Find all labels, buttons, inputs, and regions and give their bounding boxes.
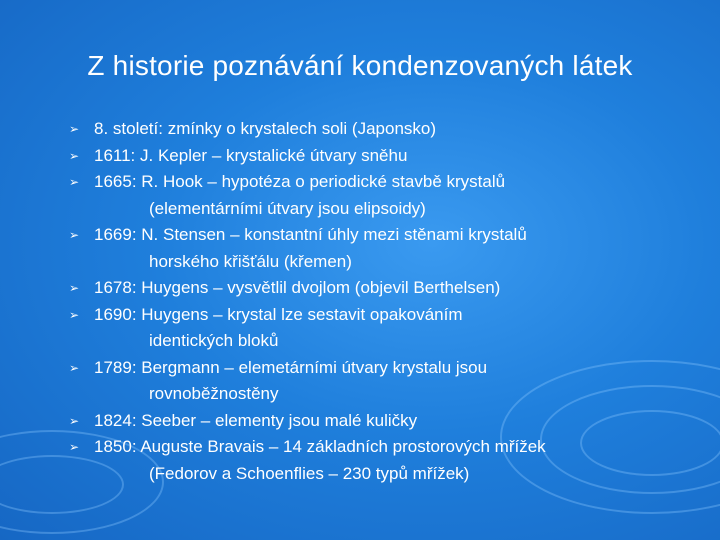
arrowhead-bullet-icon: ➢ [69, 360, 80, 375]
bullet-item [69, 222, 702, 275]
bullet-text: 1824: Seeber – elementy jsou malé kuličky [94, 410, 418, 430]
bullet-item [69, 116, 702, 143]
arrowhead-bullet-icon: ➢ [69, 175, 80, 189]
bullet-item [69, 169, 702, 222]
bullet-item [69, 143, 702, 170]
arrowhead-bullet-icon: ➢ [69, 440, 80, 454]
bullet-item [69, 275, 702, 302]
bullet-item [69, 302, 702, 355]
slide-title: Z historie poznávání kondenzovaných látek [87, 50, 633, 81]
bullet-text: 1690: Huygens – krystal lze sestavit opakováním [94, 304, 463, 324]
bullet-continuation: horského křišťálu (křemen) [149, 251, 352, 271]
arrowhead-bullet-icon: ➢ [69, 122, 80, 136]
arrowhead-bullet-icon: ➢ [69, 228, 80, 242]
bullet-text: 1789: Bergmann – elemetárními útvary krystalu jsou [94, 357, 488, 377]
bullet-continuation: (elementárními útvary jsou elipsoidy) [149, 198, 426, 218]
arrowhead-bullet-icon: ➢ [69, 281, 80, 295]
bullet-item [69, 355, 702, 408]
arrowhead-bullet-icon: ➢ [69, 148, 80, 163]
bullet-text: 1850: Auguste Bravais – 14 základních prostorových mřížek [94, 437, 546, 456]
bullet-continuation: rovnoběžnostěny [149, 384, 279, 403]
bullet-text: 1665: R. Hook – hypotéza o periodické stavbě krystalů [94, 172, 506, 191]
bullet-text: 1611: J. Kepler – krystalické útvary sněhu [94, 145, 408, 165]
arrowhead-bullet-icon: ➢ [69, 413, 80, 428]
bullet-continuation: identických bloků [149, 331, 279, 350]
bullet-text: 1669: N. Stensen – konstantní úhly mezi stěnami krystalů [94, 225, 527, 244]
bullet-text: 1678: Huygens – vysvětlil dvojlom (objevil Berthelsen) [94, 278, 501, 297]
bullet-list [69, 116, 702, 487]
bullet-item [69, 434, 702, 487]
bullet-item [69, 408, 702, 435]
bullet-continuation: (Fedorov a Schoenflies – 230 typů mřížek) [149, 463, 470, 483]
bullet-text: 8. století: zmínky o krystalech soli (Japonsko) [94, 119, 437, 138]
arrowhead-bullet-icon: ➢ [69, 307, 80, 322]
